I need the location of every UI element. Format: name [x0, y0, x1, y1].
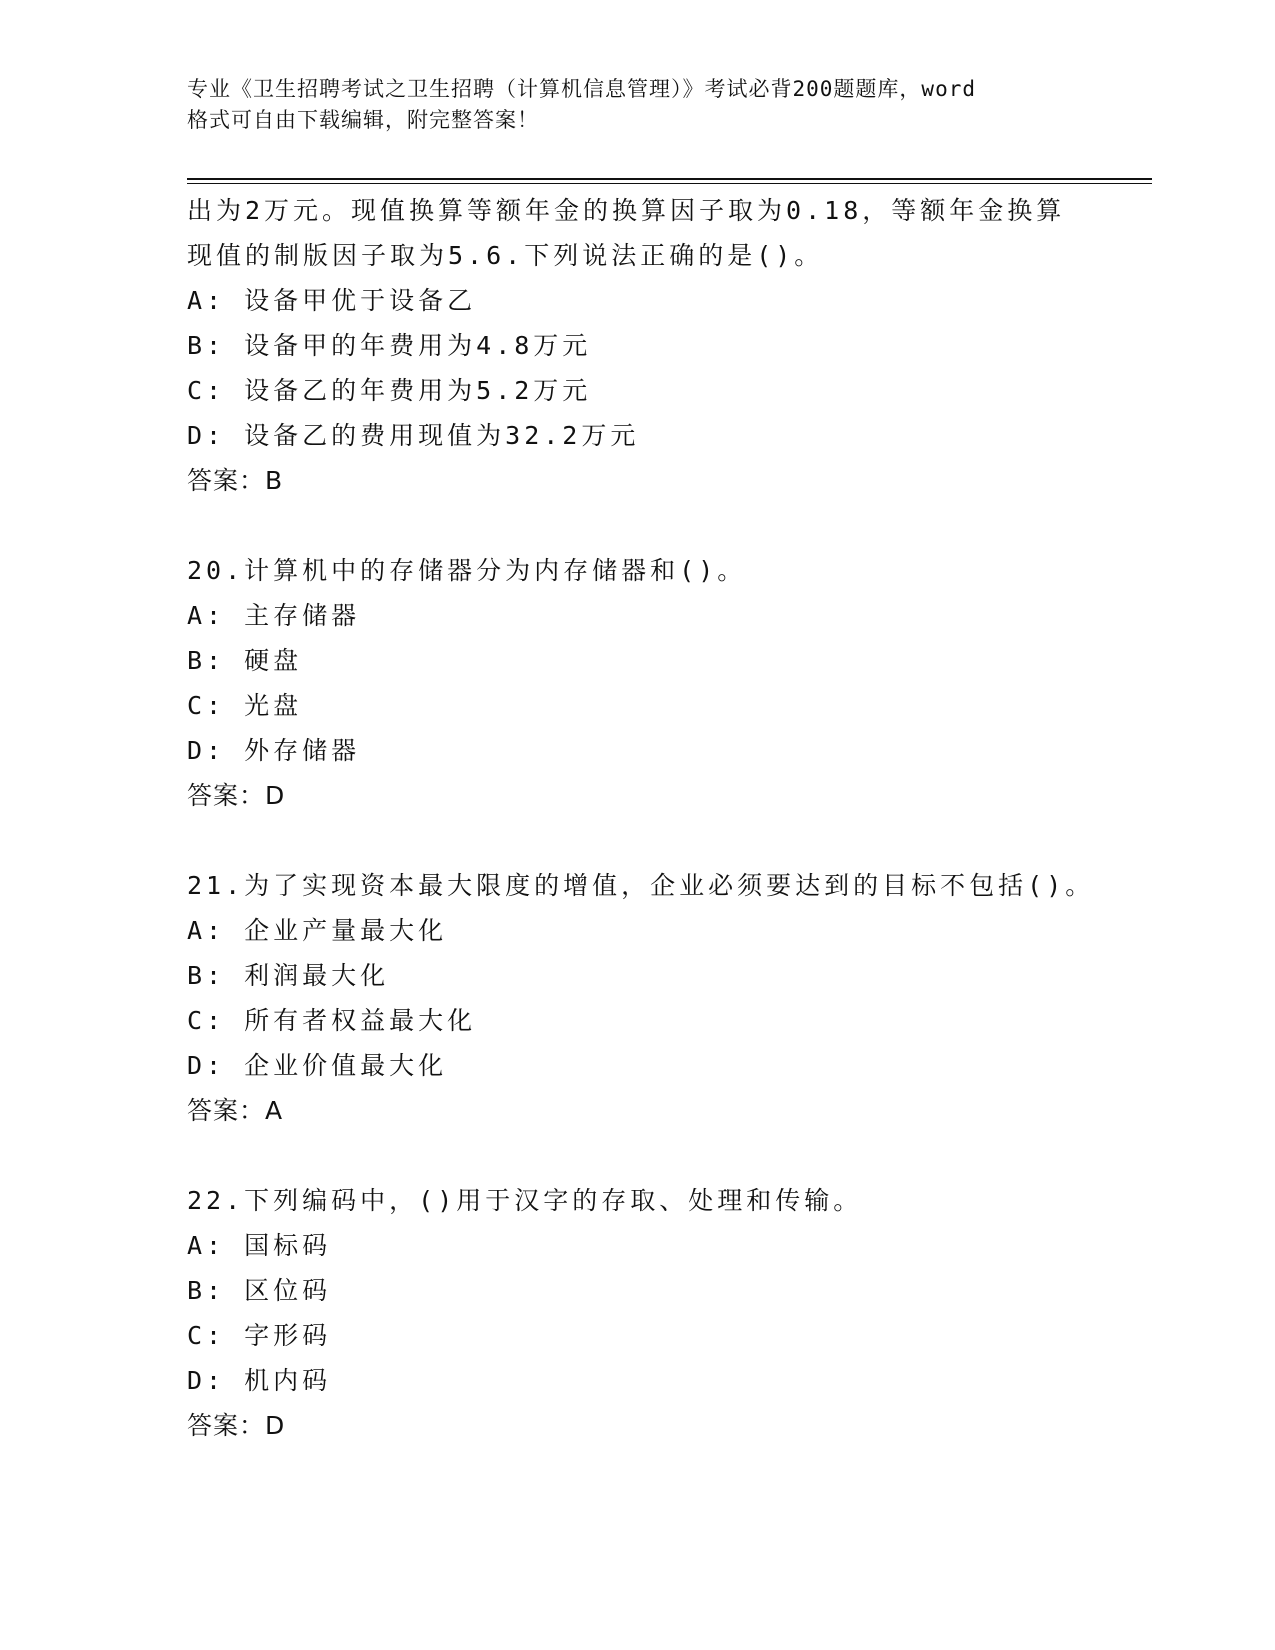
question-20: [187, 548, 1147, 818]
answer-line: 答案：D: [187, 1411, 286, 1440]
question-stem: 21.为了实现资本最大限度的增值，企业必须要达到的目标不包括()。: [187, 871, 1095, 900]
option-a: A: 设备甲优于设备乙: [187, 286, 477, 315]
option-d: D: 设备乙的费用现值为32.2万元: [187, 421, 640, 450]
header-divider-thick: [187, 178, 1152, 180]
option-c: C: 光盘: [187, 691, 303, 720]
option-b: B: 区位码: [187, 1276, 332, 1305]
question-21: [187, 863, 1147, 1133]
document-header: [187, 74, 1087, 136]
option-a: A: 企业产量最大化: [187, 916, 448, 945]
option-b: B: 硬盘: [187, 646, 303, 675]
option-c: C: 所有者权益最大化: [187, 1006, 477, 1035]
header-divider-thin: [187, 183, 1152, 184]
option-b: B: 设备甲的年费用为4.8万元: [187, 331, 592, 360]
question-stem-line: 现值的制版因子取为5.6.下列说法正确的是()。: [187, 241, 824, 270]
option-a: A: 国标码: [187, 1231, 332, 1260]
question-list: [187, 188, 1147, 1448]
question-continued: [187, 188, 1147, 503]
header-title-line-1: 专业《卫生招聘考试之卫生招聘（计算机信息管理）》考试必背200题题库，word: [187, 77, 976, 101]
header-title-line-2: 格式可自由下载编辑，附完整答案！: [187, 108, 539, 132]
option-a: A: 主存储器: [187, 601, 361, 630]
option-c: C: 字形码: [187, 1321, 332, 1350]
option-c: C: 设备乙的年费用为5.2万元: [187, 376, 592, 405]
question-stem: 20.计算机中的存储器分为内存储器和()。: [187, 556, 747, 585]
option-d: D: 企业价值最大化: [187, 1051, 448, 1080]
option-d: D: 机内码: [187, 1366, 332, 1395]
question-stem: 22.下列编码中，()用于汉字的存取、处理和传输。: [187, 1186, 863, 1215]
answer-line: 答案：A: [187, 1096, 284, 1125]
option-b: B: 利润最大化: [187, 961, 390, 990]
answer-line: 答案：B: [187, 466, 284, 495]
option-d: D: 外存储器: [187, 736, 361, 765]
answer-line: 答案：D: [187, 781, 286, 810]
question-22: [187, 1178, 1147, 1448]
question-stem-line: 出为2万元。现值换算等额年金的换算因子取为0.18，等额年金换算: [187, 196, 1066, 225]
